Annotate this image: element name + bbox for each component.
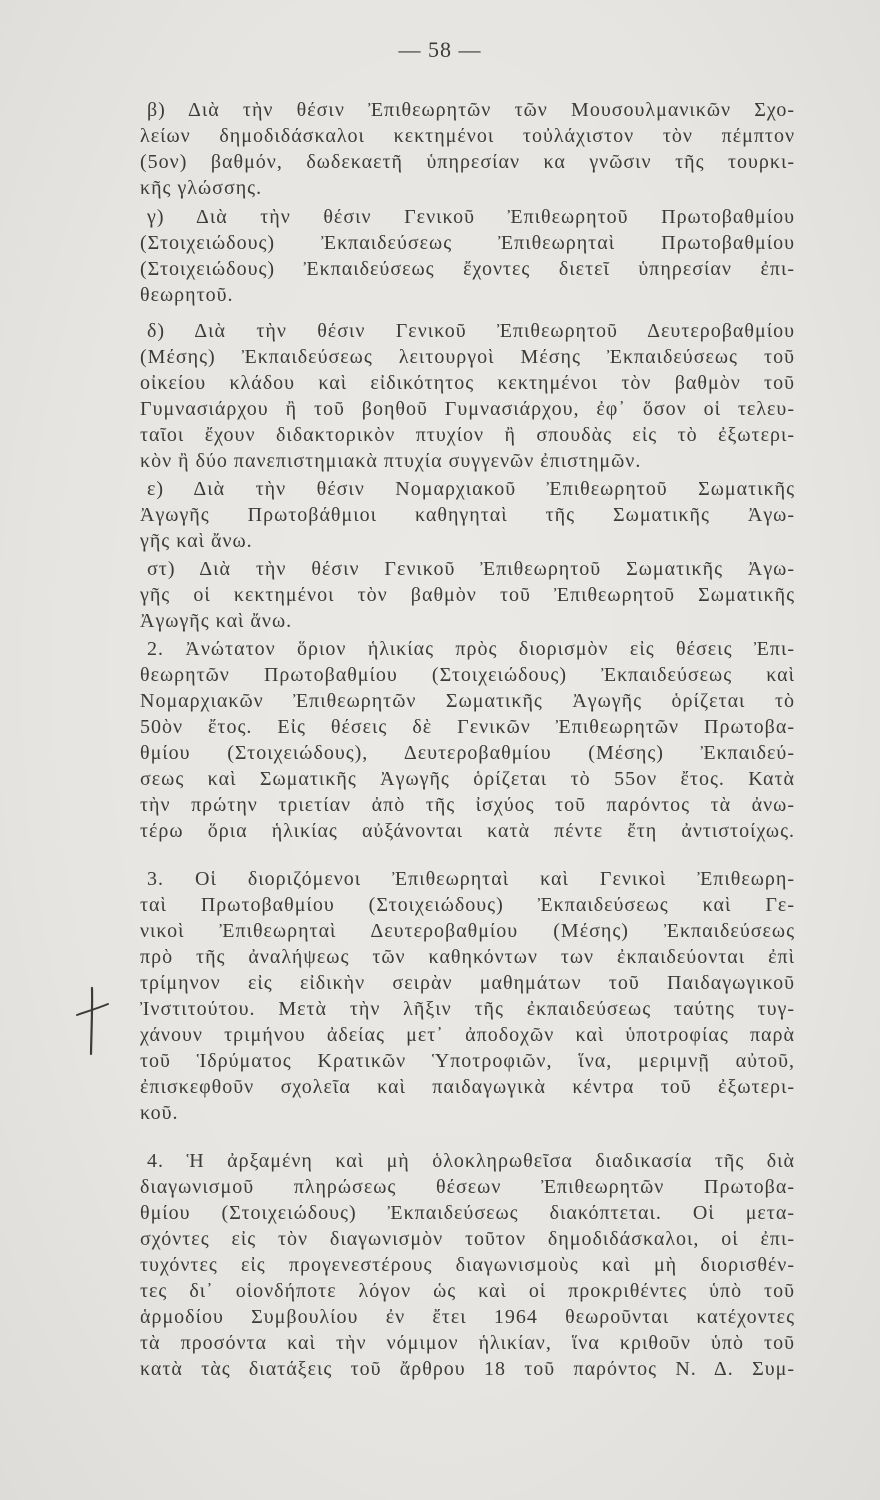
text-line: θεωρητοῦ. [140, 284, 234, 306]
text-line: 50ὸν ἔτος. Εἰς θέσεις δὲ Γενικῶν Ἐπιθεωρητῶν Πρωτοβα- [140, 716, 795, 738]
text-line: τρίμηνον εἰς εἰδικὴν σειρὰν μαθημάτων τοῦ Παιδαγωγικοῦ [140, 972, 795, 994]
text-line: ἁρμοδίου Συμβουλίου ἐν ἔτει 1964 θεωροῦνται κατέχοντες [140, 1306, 795, 1328]
text-line: σχόντες εἰς τὸν διαγωνισμὸν τοῦτον δημοδιδάσκαλοι, οἱ ἐπι- [140, 1228, 795, 1250]
text-line: 2. Ἀνώτατον ὅριον ἡλικίας πρὸς διορισμὸν εἰς θέσεις Ἐπι- [147, 638, 795, 660]
text-line: 4. Ἡ ἀρξαμένη καὶ μὴ ὁλοκληρωθεῖσα διαδικασία τῆς διὰ [147, 1150, 795, 1172]
text-line: Ἰνστιτούτου. Μετὰ τὴν λῆξιν τῆς ἐκπαιδεύσεως ταύτης τυγ- [140, 998, 795, 1020]
text-line: (Στοιχειώδους) Ἐκπαιδεύσεως Ἐπιθεωρηταὶ Πρωτοβαθμίου [140, 232, 795, 254]
paragraph-delta [140, 318, 795, 474]
text-line: β) Διὰ τὴν θέσιν Ἐπιθεωρητῶν τῶν Μουσουλμανικῶν Σχο- [147, 99, 795, 121]
text-line: Νομαρχιακῶν Ἐπιθεωρητῶν Σωματικῆς Ἀγωγῆς ὁρίζεται τὸ [140, 690, 795, 712]
text-line: σεως καὶ Σωματικῆς Ἀγωγῆς ὁρίζεται τὸ 55ον ἔτος. Κατὰ [140, 768, 795, 790]
text-line: κατὰ τὰς διατάξεις τοῦ ἄρθρου 18 τοῦ παρόντος Ν. Δ. Συμ- [140, 1358, 795, 1380]
paragraph-4 [140, 1148, 795, 1382]
text-line: τοῦ Ἱδρύματος Κρατικῶν Ὑποτροφιῶν, ἵνα, μεριμνῇ αὐτοῦ, [140, 1050, 795, 1072]
text-line: Ἀγωγῆς Πρωτοβάθμιοι καθηγηταὶ τῆς Σωματικῆς Ἀγω- [140, 504, 795, 526]
text-line: θμίου (Στοιχειώδους) Ἐκπαιδεύσεως διακόπτεται. Οἱ μετα- [140, 1202, 795, 1224]
text-line: γ) Διὰ τὴν θέσιν Γενικοῦ Ἐπιθεωρητοῦ Πρωτοβαθμίου [147, 206, 795, 228]
text-line: τὴν πρώτην τριετίαν ἀπὸ τῆς ἰσχύος τοῦ παρόντος τὰ ἀνω- [140, 794, 795, 816]
paragraph-beta [140, 97, 795, 201]
text-line: ταὶ Πρωτοβαθμίου (Στοιχειώδους) Ἐκπαιδεύσεως καὶ Γε- [140, 894, 795, 916]
text-line: κῆς γλώσσης. [140, 177, 263, 199]
text-line: ἐπισκεφθοῦν σχολεῖα καὶ παιδαγωγικὰ κέντρα τοῦ ἐξωτερι- [140, 1076, 795, 1098]
paragraph-2 [140, 636, 795, 844]
text-line: στ) Διὰ τὴν θέσιν Γενικοῦ Ἐπιθεωρητοῦ Σωματικῆς Ἀγω- [147, 558, 795, 580]
text-line: τυχόντες εἰς προγενεστέρους διαγωνισμοὺς καὶ μὴ διορισθέν- [140, 1254, 795, 1276]
text-line: ε) Διὰ τὴν θέσιν Νομαρχιακοῦ Ἐπιθεωρητοῦ Σωματικῆς [147, 478, 795, 500]
text-line: οἰκείου κλάδου καὶ εἰδικότητος κεκτημένοι τὸν βαθμὸν τοῦ [140, 372, 795, 394]
text-line: κοῦ. [140, 1102, 179, 1124]
text-line: θεωρητῶν Πρωτοβαθμίου (Στοιχειώδους) Ἐκπαιδεύσεως καὶ [140, 664, 795, 686]
text-line: τέρω ὅρια ἡλικίας αὐξάνονται κατὰ πέντε ἔτη ἀντιστοίχως. [140, 820, 795, 842]
text-line: ταῖοι ἔχουν διδακτορικὸν πτυχίον ἢ σπουδὰς εἰς τὸ ἐξωτερι- [140, 424, 795, 446]
text-line: πρὸ τῆς ἀναλήψεως τῶν καθηκόντων των ἐκπαιδεύονται ἐπὶ [140, 946, 795, 968]
text-line: τὰ προσόντα καὶ τὴν νόμιμον ἡλικίαν, ἵνα κριθοῦν ὑπὸ τοῦ [140, 1332, 795, 1354]
handwritten-cross-icon [70, 982, 114, 1058]
text-line: Ἀγωγῆς καὶ ἄνω. [140, 610, 293, 632]
paragraph-epsilon [140, 476, 795, 554]
text-line: χάνουν τριμήνου ἀδείας μετ᾽ ἀποδοχῶν καὶ ὑποτροφίας παρὰ [140, 1024, 795, 1046]
text-line: κὸν ἢ δύο πανεπιστημιακὰ πτυχία συγγενῶν ἐπιστημῶν. [140, 450, 642, 472]
text-line: διαγωνισμοῦ πληρώσεως θέσεων Ἐπιθεωρητῶν Πρωτοβα- [140, 1176, 795, 1198]
text-line: (Μέσης) Ἐκπαιδεύσεως λειτουργοὶ Μέσης Ἐκπαιδεύσεως τοῦ [140, 346, 795, 368]
text-line: 3. Οἱ διοριζόμενοι Ἐπιθεωρηταὶ καὶ Γενικοὶ Ἐπιθεωρη- [147, 868, 795, 890]
text-line: Γυμνασιάρχου ἢ τοῦ βοηθοῦ Γυμνασιάρχου, ἐφ᾽ ὅσον οἱ τελευ- [140, 398, 795, 420]
body-text [140, 97, 795, 1382]
text-line: γῆς καὶ ἄνω. [140, 530, 253, 552]
text-line: (5ον) βαθμόν, δωδεκαετῆ ὑπηρεσίαν κα γνῶσιν τῆς τουρκι- [140, 151, 795, 173]
paragraph-gamma [140, 204, 795, 308]
paragraph-3 [140, 866, 795, 1126]
text-line: δ) Διὰ τὴν θέσιν Γενικοῦ Ἐπιθεωρητοῦ Δευτεροβαθμίου [147, 320, 795, 342]
text-line: νικοὶ Ἐπιθεωρηταὶ Δευτεροβαθμίου (Μέσης) Ἐκπαιδεύσεως [140, 920, 795, 942]
text-line: (Στοιχειώδους) Ἐκπαιδεύσεως ἔχοντες διετεῖ ὑπηρεσίαν ἐπι- [140, 258, 795, 280]
text-line: λείων δημοδιδάσκαλοι κεκτημένοι τοὐλάχιστον τὸν πέμπτον [140, 125, 795, 147]
text-line: τες δι᾽ οἱονδήποτε λόγον ὡς καὶ οἱ προκριθέντες ὑπὸ τοῦ [140, 1280, 795, 1302]
page-number: — 58 — [398, 37, 482, 62]
text-line: θμίου (Στοιχειώδους), Δευτεροβαθμίου (Μέσης) Ἐκπαιδεύ- [140, 742, 795, 764]
paragraph-st [140, 556, 795, 634]
text-line: γῆς οἱ κεκτημένοι τὸν βαθμὸν τοῦ Ἐπιθεωρητοῦ Σωματικῆς [140, 584, 795, 606]
